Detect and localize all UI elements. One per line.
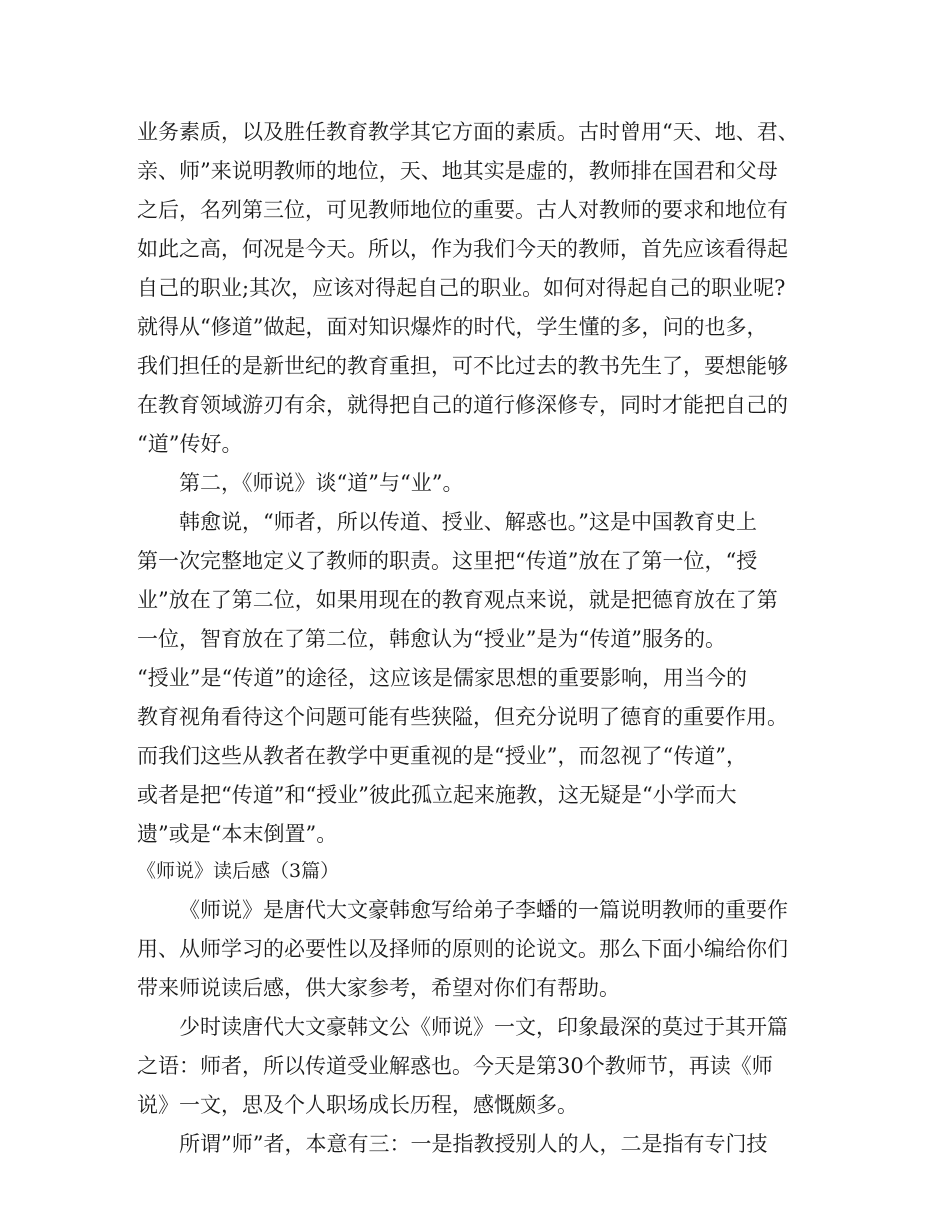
text-line: 亲、师”来说明教师的地位，天、地其实是虚的，教师排在国君和父母 [137,159,778,183]
text-line: 如此之高，何况是今天。所以，作为我们今天的教师，首先应该看得起 [137,237,788,261]
text-line: 业”放在了第二位，如果用现在的教育观点来说，就是把德育放在了第 [137,588,778,612]
text-line: “道”传好。 [137,432,243,456]
text-line: 用、从师学习的必要性以及择师的原则的论说文。那么下面小编给你们 [137,937,788,961]
text-line: 遗”或是“本末倒置”。 [137,822,338,846]
text-line: 《师说》是唐代大文豪韩愈写给弟子李蟠的一篇说明教师的重要作 [179,898,788,922]
text-line: 说》一文，思及个人职场成长历程，感慨颇多。 [137,1093,578,1117]
text-line: 之后，名列第三位，可见教师地位的重要。古人对教师的要求和地位有 [137,198,788,222]
article-title: 《师说》读后感（3篇） [137,860,340,882]
text-line: 自己的职业;其次，应该对得起自己的职业。如何对得起自己的职业呢? [137,276,786,300]
text-line: 业务素质，以及胜任教育教学其它方面的素质。古时曾用“天、地、君、 [137,120,799,144]
text-line: 少时读唐代大文豪韩文公《师说》一文，印象最深的莫过于其开篇 [179,1015,788,1039]
text-line: “授业”是“传道”的途径，这应该是儒家思想的重要影响，用当今的 [137,666,747,690]
text-line: 第一次完整地定义了教师的职责。这里把“传道”放在了第一位，“授 [137,549,758,573]
text-line: 带来师说读后感，供大家参考，希望对你们有帮助。 [137,976,620,1000]
text-line: 而我们这些从教者在教学中更重视的是“授业”，而忽视了“传道”， [137,744,747,768]
text-line: 教育视角看待这个问题可能有些狭隘，但充分说明了德育的重要作用。 [137,705,788,729]
text-line: 在教育领域游刃有余，就得把自己的道行修深修专，同时才能把自己的 [137,393,788,417]
text-line: 一位，智育放在了第二位，韩愈认为“授业”是为“传道”服务的。 [137,627,726,651]
section-heading: 第二，《师说》谈“道”与“业”。 [179,471,464,495]
text-line: 就得从“修道”做起，面对知识爆炸的时代，学生懂的多，问的也多， [137,315,768,339]
text-line: 之语：师者，所以传道受业解惑也。今天是第30个教师节，再读《师 [137,1054,773,1078]
text-line: 所谓”师”者，本意有三：一是指教授别人的人，二是指有专门技 [179,1132,768,1156]
text-line: 韩愈说，“师者，所以传道、授业、解惑也。”这是中国教育史上 [179,510,757,534]
text-line: 或者是把“传道”和“授业”彼此孤立起来施教，这无疑是“小学而大 [137,783,737,807]
text-line: 我们担任的是新世纪的教育重担，可不比过去的教书先生了，要想能够 [137,354,788,378]
